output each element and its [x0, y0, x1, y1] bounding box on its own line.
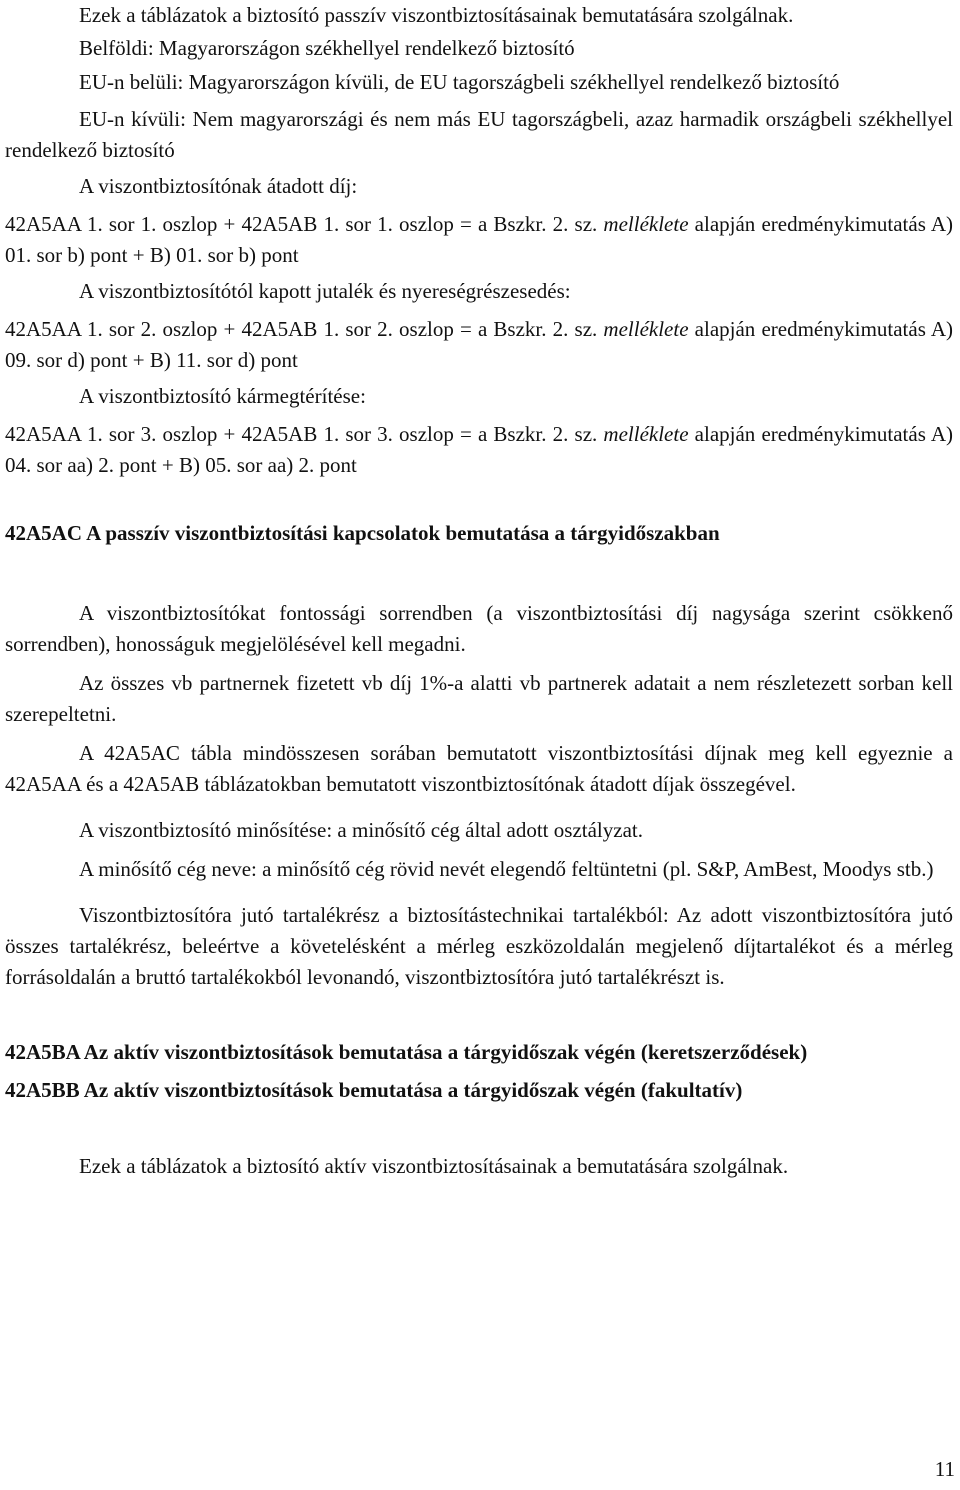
document-page	[5, 0, 953, 1182]
fontossagi-paragraph: A viszontbiztosítókat fontossági sorrendben (a viszontbiztosítási díj nagysága szerint csökkenő sorrendben), honosságuk megjelölésével kell megadni.	[5, 601, 953, 656]
jutalek-formula: 42A5AA 1. sor 2. oszlop + 42A5AB 1. sor 2. oszlop = a Bszkr. 2. sz. melléklete alapján eredménykimutatás A) 09. sor d) pont + B) 11. sor d) pont	[5, 317, 954, 372]
atadott-dij-formula: 42A5AA 1. sor 1. oszlop + 42A5AB 1. sor 1. oszlop = a Bszkr. 2. sz. melléklete alapján eredménykimutatás A) 01. sor b) pont + B) 01. sor b) pont	[5, 212, 954, 267]
minosito-neve-paragraph: A minősítő cég neve: a minősítő cég rövid nevét elegendő feltüntetni (pl. S&P, AmBest, Moodys stb.)	[79, 857, 934, 881]
eu-kivul-definition: EU-n kívüli: Nem magyarországi és nem más EU tagországbeli, azaz harmadik országbeli székhellyel rendelkező biztosító	[5, 107, 953, 162]
atadott-dij-label: A viszontbiztosítónak átadott díj:	[79, 174, 358, 198]
intro-paragraph: Ezek a táblázatok a biztosító passzív viszontbiztosításainak bemutatására szolgálnak.	[79, 3, 794, 27]
eu-belul-definition: EU-n belüli: Magyarországon kívüli, de EU tagországbeli székhellyel rendelkező biztosító	[79, 70, 840, 94]
heading-42a5ac: 42A5AC A passzív viszontbiztosítási kapcsolatok bemutatása a tárgyidőszakban	[5, 521, 720, 545]
belfoldi-definition: Belföldi: Magyarországon székhellyel rendelkező biztosító	[79, 36, 575, 60]
page-number: 11	[934, 1457, 955, 1481]
mindosszesen-paragraph: A 42A5AC tábla mindösszesen sorában bemutatott viszontbiztosítási díjnak meg kell egyeznie a 42A5AA és a 42A5AB táblázatokban bemutatott viszontbiztosítónak átadott díjak összegével.	[5, 741, 953, 796]
heading-42a5bb: 42A5BB Az aktív viszontbiztosítások bemutatása a tárgyidőszak végén (fakultatív)	[5, 1078, 743, 1102]
minosites-paragraph: A viszontbiztosító minősítése: a minősítő cég által adott osztályzat.	[79, 818, 643, 842]
aktiv-paragraph: Ezek a táblázatok a biztosító aktív viszontbiztosításainak a bemutatására szolgálnak.	[79, 1154, 789, 1178]
karmegterites-label: A viszontbiztosító kármegtérítése:	[79, 384, 366, 408]
karmegterites-formula: 42A5AA 1. sor 3. oszlop + 42A5AB 1. sor 3. oszlop = a Bszkr. 2. sz. melléklete alapján eredménykimutatás A) 04. sor aa) 2. pont + B) 05. sor aa) 2. pont	[5, 422, 954, 477]
heading-42a5ba: 42A5BA Az aktív viszontbiztosítások bemutatása a tárgyidőszak végén (keretszerződések)	[5, 1040, 808, 1064]
tartalekresz-paragraph: Viszontbiztosítóra jutó tartalékrész a biztosítástechnikai tartalékból: Az adott viszontbiztosítóra jutó összes tartalékrész, beleértve a követelésként a mérleg eszközoldalán megjelenő díjtartalékot és a mérleg forrásoldalán a bruttó tartalékokból levonandó, viszontbiztosítóra jutó tartalékrészt is.	[5, 903, 953, 989]
jutalek-label: A viszontbiztosítótól kapott jutalék és nyereségrészesedés:	[79, 279, 571, 303]
osszes-vb-paragraph: Az összes vb partnernek fizetett vb díj 1%-a alatti vb partnerek adatait a nem részletezett sorban kell szerepeltetni.	[5, 671, 953, 726]
